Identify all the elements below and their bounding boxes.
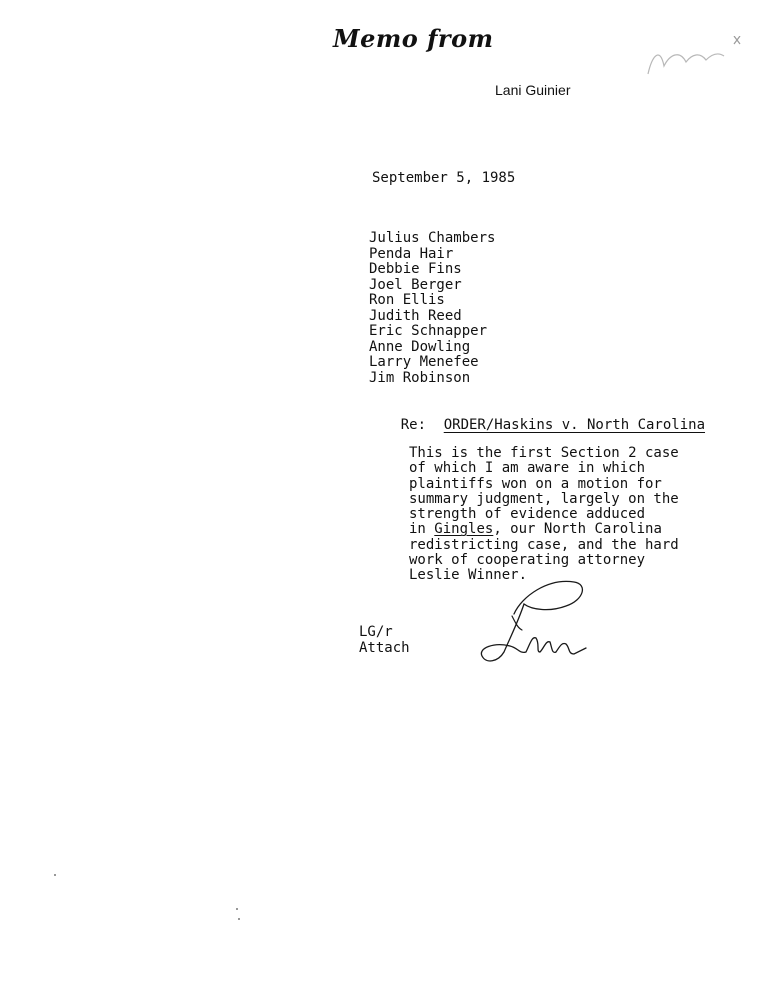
handwritten-signature [470,574,600,669]
sender-name: Lani Guinier [495,82,571,98]
subject-line [367,401,705,449]
body-line: of which I am aware in which [409,460,646,477]
recipient: Judith Reed [369,307,462,324]
scan-speck [238,918,240,920]
case-name: Gingles [434,521,494,538]
typist-block [359,624,410,656]
scan-speck [236,908,238,910]
attachment-note: Attach [359,640,410,656]
body-line: redistricting case, and the hard [409,536,679,553]
subject-text: ORDER/Haskins v. North Carolina [443,417,706,433]
recipient: Julius Chambers [369,230,496,246]
memo-from-heading: Memo from [333,24,494,53]
body-text-fragment: , our North Carolina [493,521,662,538]
recipient: Penda Hair [369,245,454,262]
body-line: strength of evidence adduced [409,506,646,523]
re-label: Re: [400,417,427,433]
body-line: This is the first Section 2 case [409,445,679,461]
recipient: Debbie Fins [369,261,462,277]
body-line: Leslie Winner. [409,567,528,584]
body-line [409,522,709,537]
typist-initials: LG/r [359,624,393,640]
body-text-fragment: in [409,521,435,538]
body-line: plaintiffs won on a motion for [409,475,662,492]
recipient: Jim Robinson [369,369,471,386]
pencil-annotation [640,36,750,86]
scan-speck [54,874,56,876]
recipient: Larry Menefee [369,354,479,370]
recipient: Ron Ellis [369,292,445,308]
body-line: work of cooperating attorney [409,552,646,569]
recipient: Joel Berger [369,276,462,293]
recipient: Eric Schnapper [369,323,488,339]
recipient: Anne Dowling [369,338,471,355]
recipient-list [369,231,495,386]
memo-body [409,446,709,584]
body-line: summary judgment, largely on the [409,490,679,507]
memo-date: September 5, 1985 [372,170,516,186]
